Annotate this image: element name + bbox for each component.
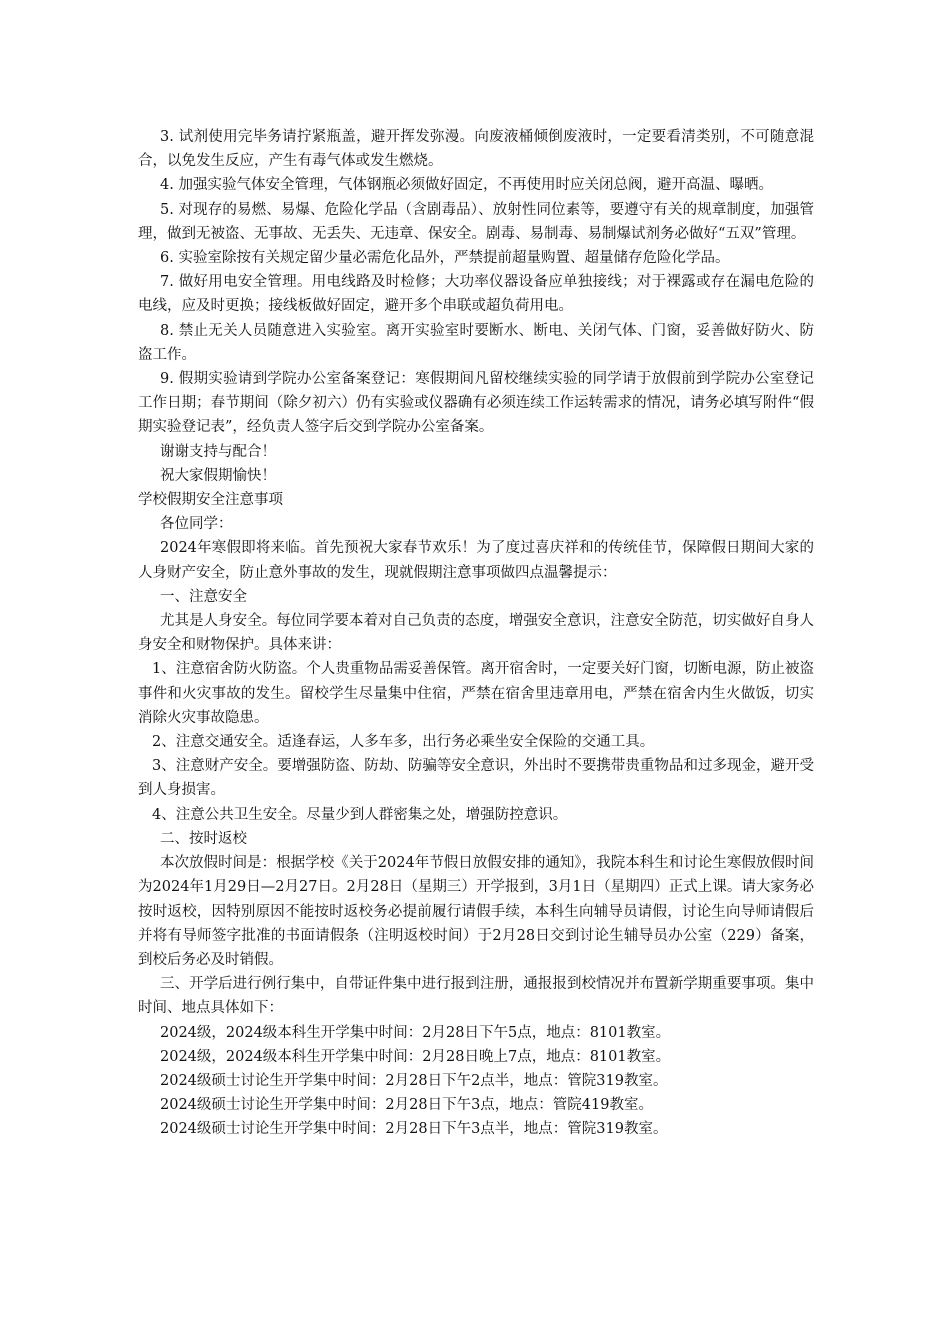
section1-item-2: 2、注意交通安全。适逢春运，人多车多，出行务必乘坐安全保险的交通工具。: [152, 734, 655, 751]
rule-item-7: 7. 做好用电安全管理。用电线路及时检修；大功率仪器设备应单独接线；对于裸露或存在漏电危险的电线，应及时更换；接线板做好固定，避开多个串联或超负荷用电。: [138, 274, 814, 315]
schedule-item-2: 2024级，2024级本科生开学集中时间：2月28日晚上7点，地点：8101教室。: [160, 1048, 671, 1065]
section2-body: 本次放假时间是：根据学校《关于2024年节假日放假安排的通知》，我院本科生和讨论生寒假放假时间为2024年1月29日—2月27日。2月28日（星期三）开学报到，3月1日（星期四）正式上课。请大家务必按时返校，因特别原因不能按时返校务必提前履行请假手续，本科生向辅导员请假，讨论生向导师请假后并将有导师签字批准的书面请假条（注明返校时间）于2月28日交到讨论生辅导员办公室（229）备案，到校后务必及时销假。: [138, 855, 814, 968]
rule-item-4: 4. 加强实验气体安全管理，气体钢瓶必须做好固定，不再使用时应关闭总阀，避开高温、曝晒。: [160, 177, 773, 194]
rule-item-8: 8. 禁止无关人员随意进入实验室。离开实验室时要断水、断电、关闭气体、门窗，妥善做好防火、防盗工作。: [138, 322, 814, 363]
greeting: 各位同学：: [160, 516, 233, 533]
thanks-line: 谢谢支持与配合！: [160, 443, 276, 460]
section1-item-1: 1、注意宿舍防火防盗。个人贵重物品需妥善保管。离开宿舍时，一定要关好门窗，切断电源，防止被盗事件和火灾事故的发生。留校学生尽量集中住宿，严禁在宿舍里违章用电，严禁在宿舍内生火做饭，切实消除火灾事故隐患。: [138, 661, 814, 726]
schedule-item-5: 2024级硕士讨论生开学集中时间：2月28日下午3点半，地点：管院319教室。: [160, 1121, 668, 1138]
section1-intro: 尤其是人身安全。每位同学要本着对自己负责的态度，增强安全意识，注意安全防范，切实做好自身人身安全和财物保护。具体来讲：: [138, 613, 814, 654]
notice-title: 学校假期安全注意事项: [138, 492, 283, 509]
schedule-item-3: 2024级硕士讨论生开学集中时间：2月28日下午2点半，地点：管院319教室。: [160, 1072, 668, 1089]
intro-paragraph: 2024年寒假即将来临。首先预祝大家春节欢乐！为了度过喜庆祥和的传统佳节，保障假日期间大家的人身财产安全，防止意外事故的发生，现就假期注意事项做四点温馨提示：: [138, 540, 814, 581]
section3-body: 三、开学后进行例行集中，自带证件集中进行报到注册，通报报到校情况并布置新学期重要事项。集中时间、地点具体如下：: [138, 976, 814, 1017]
rule-item-3: 3. 试剂使用完毕务请拧紧瓶盖，避开挥发弥漫。向废液桶倾倒废液时，一定要看清类别，不可随意混合，以免发生反应，产生有毒气体或发生燃烧。: [138, 129, 814, 170]
document-page: [138, 125, 814, 1142]
rule-item-5: 5. 对现存的易燃、易爆、危险化学品（含剧毒品）、放射性同位素等，要遵守有关的规章制度，加强管理，做到无被盗、无事故、无丢失、无违章、保安全。剧毒、易制毒、易制爆试剂务必做好“五双”管理。: [138, 201, 814, 242]
rule-item-9: 9. 假期实验请到学院办公室备案登记：寒假期间凡留校继续实验的同学请于放假前到学院办公室登记工作日期；春节期间（除夕初六）仍有实验或仪器确有必须连续工作运转需求的情况，请务必填写附件“假期实验登记表”，经负责人签字后交到学院办公室备案。: [138, 371, 814, 436]
section1-heading: 一、注意安全: [160, 588, 247, 605]
section1-item-4: 4、注意公共卫生安全。尽量少到人群密集之处，增强防控意识。: [152, 806, 568, 823]
rule-item-6: 6. 实验室除按有关规定留少量必需危化品外，严禁提前超量购置、超量储存危险化学品。: [160, 250, 730, 267]
schedule-item-1: 2024级，2024级本科生开学集中时间：2月28日下午5点，地点：8101教室。: [160, 1024, 671, 1041]
wishes-line: 祝大家假期愉快！: [160, 467, 276, 484]
section1-item-3: 3、注意财产安全。要增强防盗、防劫、防骗等安全意识，外出时不要携带贵重物品和过多现金，避开受到人身损害。: [138, 758, 814, 799]
schedule-item-4: 2024级硕士讨论生开学集中时间：2月28日下午3点，地点：管院419教室。: [160, 1097, 653, 1114]
section2-heading: 二、按时返校: [160, 830, 247, 847]
